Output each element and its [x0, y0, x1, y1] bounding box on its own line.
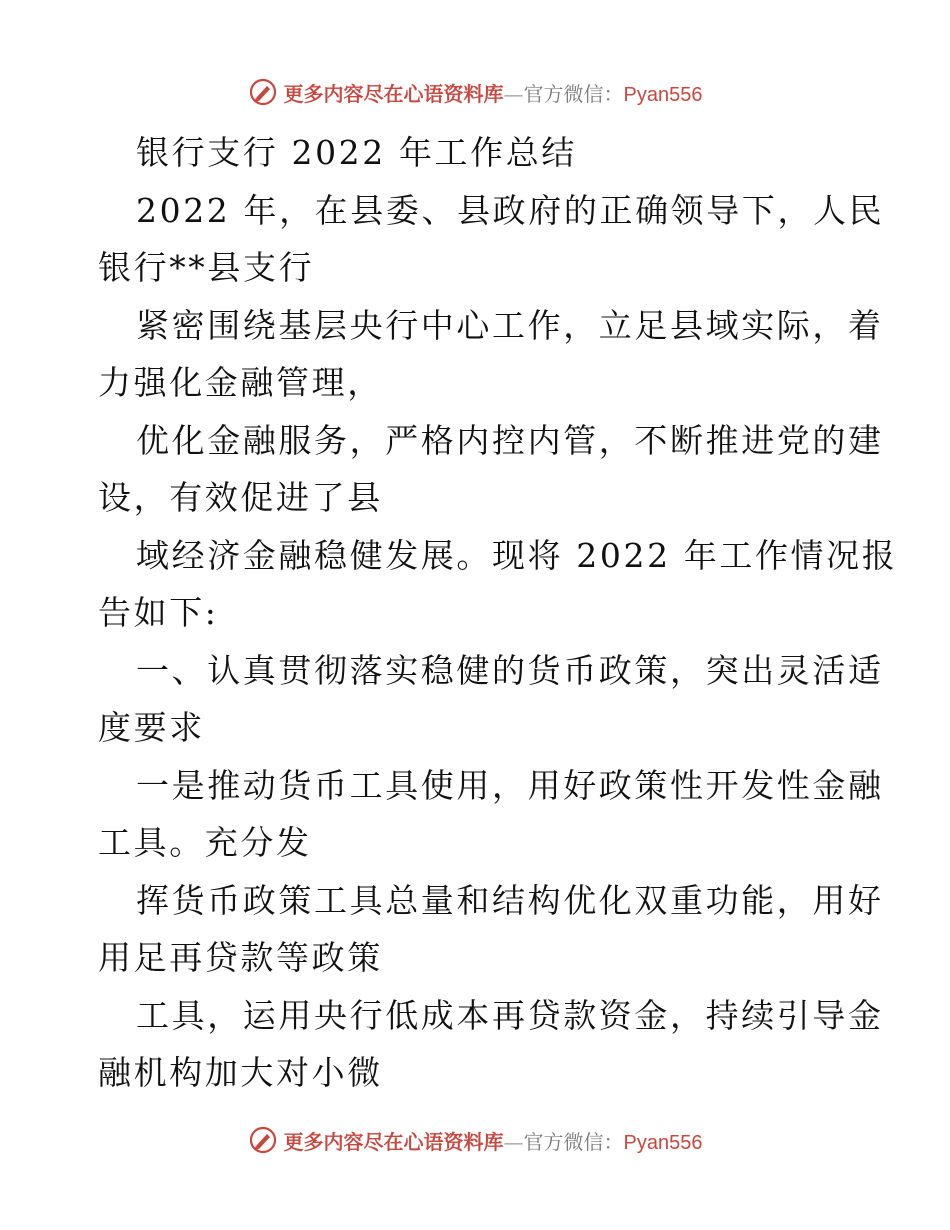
paragraph-line: 紧密围绕基层央行中心工作，立足县域实际，着: [136, 305, 884, 345]
banner-wechat-label: 官方微信：: [523, 81, 624, 106]
paragraph-line: 优化金融服务，严格内控内管，不断推进党的建: [136, 420, 884, 460]
paragraph-line: 告如下:: [98, 593, 219, 632]
section-heading: 一、认真贯彻落实稳健的货币政策，突出灵活适: [136, 650, 884, 690]
banner-wechat-label: 官方微信：: [523, 1129, 624, 1154]
paragraph-line: 力强化金融管理，: [98, 363, 383, 402]
banner-wechat-id: Pyan556: [623, 1131, 703, 1154]
paragraph-line: 挥货币政策工具总量和结构优化双重功能，用好: [136, 880, 884, 920]
pen-logo-icon: [248, 77, 278, 107]
paragraph-line: 域经济金融稳健发展。现将 2022 年工作情况报: [136, 535, 898, 575]
footer-banner: [0, 1120, 950, 1160]
document-title: 银行支行 2022 年工作总结: [136, 133, 577, 172]
paragraph-line: 工具，运用央行低成本再贷款资金，持续引导金: [136, 995, 884, 1035]
paragraph-line: 2022 年，在县委、县政府的正确领导下，人民: [136, 190, 885, 230]
section-heading-continued: 度要求: [98, 708, 205, 747]
banner-separator: —: [503, 81, 524, 106]
banner-brand: 更多内容尽在心语资料库: [283, 81, 504, 106]
banner-wechat-id: Pyan556: [623, 83, 703, 106]
paragraph-line: 银行**县支行: [98, 248, 315, 287]
banner-separator: —: [503, 1129, 524, 1154]
document-body: [98, 124, 898, 1102]
paragraph-line: 设，有效促进了县: [98, 478, 383, 517]
pen-logo-icon: [248, 1125, 278, 1155]
paragraph-line: 用足再贷款等政策: [98, 938, 383, 977]
banner-brand: 更多内容尽在心语资料库: [283, 1129, 504, 1154]
header-banner: [0, 72, 950, 112]
paragraph-line: 融机构加大对小微: [98, 1053, 383, 1092]
paragraph-line: 一是推动货币工具使用，用好政策性开发性金融: [136, 765, 884, 805]
paragraph-line: 工具。充分发: [98, 823, 312, 862]
